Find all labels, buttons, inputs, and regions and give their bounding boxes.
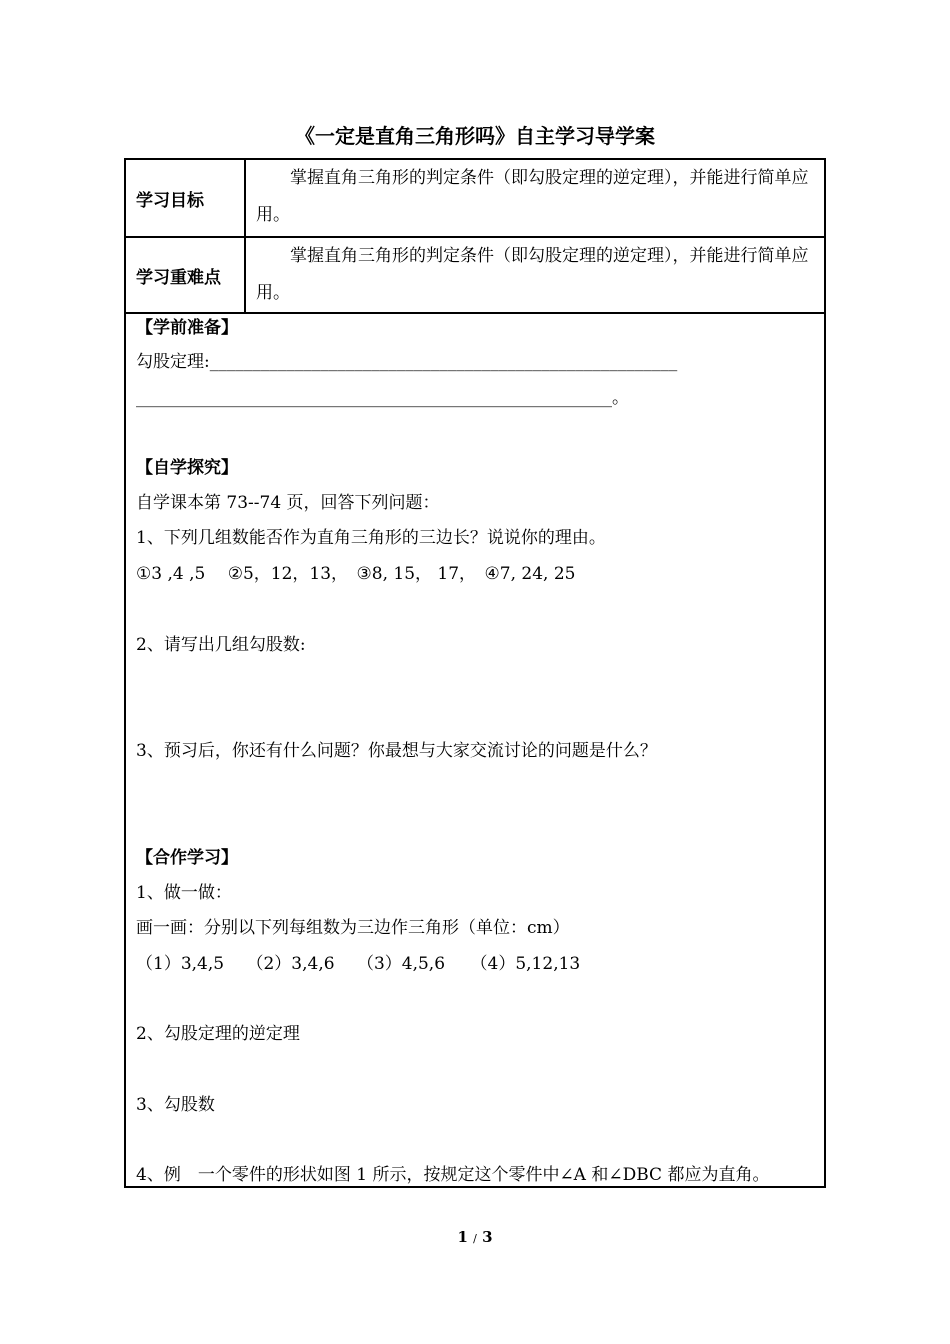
coop-heading: 【合作学习】 [136,848,238,868]
question-1-options: ①3 ,4 ,5 ②5，12，13， ③8, 15， 17， ④7, 24, 25 [136,564,576,584]
total-pages: 3 [482,1228,493,1246]
coop-item-2: 2、勾股定理的逆定理 [136,1024,300,1044]
page-number [0,1228,950,1246]
coop-item-1-desc: 画一画：分别以下列每组数为三边作三角形（单位：cm） [136,918,570,938]
coop-item-1: 1、做一做： [136,883,232,903]
key-points-content: 掌握直角三角形的判定条件（即勾股定理的逆定理），并能进行简单应用。 [256,246,809,303]
question-2: 2、请写出几组勾股数: [136,635,306,655]
current-page: 1 [457,1228,468,1246]
prep-heading: 【学前准备】 [136,318,238,338]
worksheet-frame [124,158,826,1188]
self-study-heading: 【自学探究】 [136,458,238,478]
coop-item-4: 4、例 一个零件的形状如图 1 所示，按规定这个零件中∠A 和∠DBC 都应为直角。 [136,1165,770,1185]
objectives-row [126,160,824,238]
prep-line-1: 勾股定理:_______________________________________________________ [136,352,678,372]
question-1: 1、下列几组数能否作为直角三角形的三边长？说说你的理由。 [136,528,606,548]
objectives-content: 掌握直角三角形的判定条件（即勾股定理的逆定理），并能进行简单应用。 [256,168,809,225]
key-points-label: 学习重难点 [126,238,246,312]
objectives-label: 学习目标 [126,160,246,236]
page-separator: / [473,1232,477,1245]
prep-line-2: ________________________________________________________。 [136,388,629,408]
document-title: 《一定是直角三角形吗》自主学习导学案 [295,124,655,148]
question-3: 3、预习后，你还有什么问题？你最想与大家交流讨论的问题是什么？ [136,741,657,761]
coop-item-3: 3、勾股数 [136,1095,215,1115]
key-points-row [126,238,824,314]
self-study-intro: 自学课本第 73--74 页，回答下列问题： [136,493,440,513]
coop-item-1-sets: （1）3,4,5 （2）3,4,6 （3）4,5,6 （4）5,12,13 [136,954,581,974]
